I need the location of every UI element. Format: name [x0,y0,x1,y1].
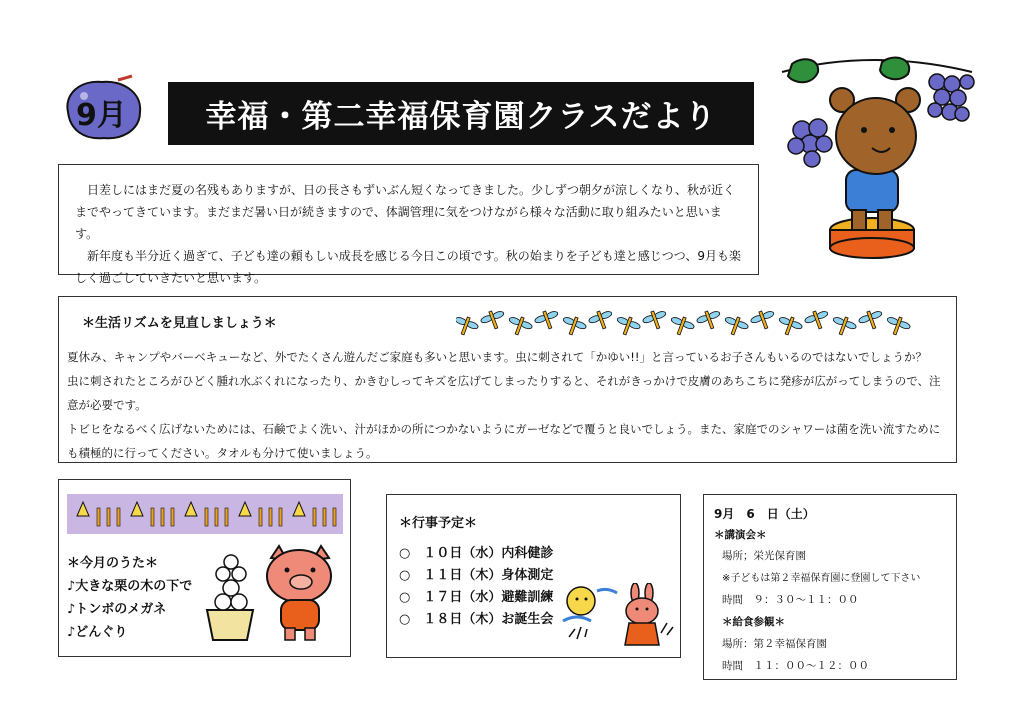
rhythm-heading: ＊生活リズムを見直しましょう＊ [82,316,277,331]
lecture-heading: ＊講演会＊ [714,529,767,541]
event-item: ○ １７日（水）避難訓練 [399,590,554,605]
events-box [386,494,681,658]
bear-grapes-illustration [772,52,980,262]
dragonfly-icon [803,307,832,332]
songs-box [58,479,351,657]
page-title: 幸福・第二幸福保育園クラスだより [168,82,754,145]
lunch-place: 場所：第２幸福保育園 [722,638,827,650]
dragonfly-border [456,304,918,340]
rhythm-paragraph-1: 夏休み、キャンプやバーベキューなど、外でたくさん遊んだご家庭も多いと思います。虫に刺されて「かゆい!!」と言っているお子さんもいるのではないでしょうか？ [67,350,927,364]
rhythm-paragraph-2: 虫に刺されたところがひどく腫れ水ぶくれになったり、かきむしってキズを広げてしまったりすると、それがきっかけで皮膚のあちこちに発疹が広がってしまうので、注意が必要です。 [67,374,941,412]
event-date: 9月 6 日（土） [714,507,815,521]
intro-box [58,164,759,285]
lecture-place: 場所；栄光保育園 [722,550,806,562]
dragonfly-icon [456,313,480,338]
dragonfly-icon [695,307,724,332]
lecture-note: ※子どもは第２幸福保育園に登園して下さい [722,573,921,584]
song-item: ♪大きな栗の木の下で [67,579,193,594]
dragonfly-icon [641,307,670,332]
songs-heading: ＊今月のうた＊ [67,556,159,571]
dragonfly-icon [667,313,696,338]
dragonfly-icon [613,313,642,338]
event-item: ○ １８日（木）お誕生会 [399,612,554,627]
dragonfly-icon-row [456,304,918,340]
pig-dango-illustration [201,544,341,644]
lecture-time: 時間 ９：３０～１１：００ [722,594,859,606]
dragonfly-icon [587,307,616,332]
dragonfly-icon [559,313,588,338]
lunch-heading: ＊給食参観＊ [722,616,785,628]
rhythm-paragraph-3: トビヒをなるべく広げないためには、石鹸でよく洗い、汁がほかの所につかないようにガーゼなどで覆うと良いでしょう。また、家庭でのシャワーは菌を洗い流すためにも積極的に行ってください。タオルも分けて使いましょう。 [67,422,941,460]
dragonfly-icon [505,313,534,338]
dragonfly-icon [775,313,804,338]
month-badge [62,74,146,142]
dragonfly-icon [883,313,912,338]
intro-paragraph-2: 新年度も半分近く過ぎて、子ども達の頼もしい成長を感じる今日この頃です。秋の始まりを子ども達と感じつつ、9月も楽しく過ごしていきたいと思います。 [75,249,741,285]
events-heading: ＊行事予定＊ [399,516,478,531]
month-badge-label: 9月 [76,98,127,133]
dragonfly-icon [829,313,858,338]
event-item: ○ １０日（水）内科健診 [399,546,554,561]
autumn-banner-icon [67,494,343,534]
moon-rabbit-illustration [557,583,677,655]
intro-paragraph-1: 日差しにはまだ夏の名残もありますが、日の長さもずいぶん短くなってきました。少しずつ朝夕が涼しくなり、秋が近くまでやってきています。まだまだ暑い日が続きますので、体調管理に気をつけながら様々な活動に取り組みたいと思います。 [75,183,736,241]
lunch-time: 時間 １１：００～１２：００ [722,660,869,672]
song-item: ♪どんぐり [67,625,128,640]
info-box [703,494,957,680]
dragonfly-icon [749,307,778,332]
song-item: ♪トンボのメガネ [67,602,167,617]
dragonfly-icon [857,307,886,332]
event-item: ○ １１日（木）身体測定 [399,568,554,583]
dragonfly-icon [721,313,750,338]
dragonfly-icon [533,307,562,332]
dragonfly-icon [479,307,508,332]
